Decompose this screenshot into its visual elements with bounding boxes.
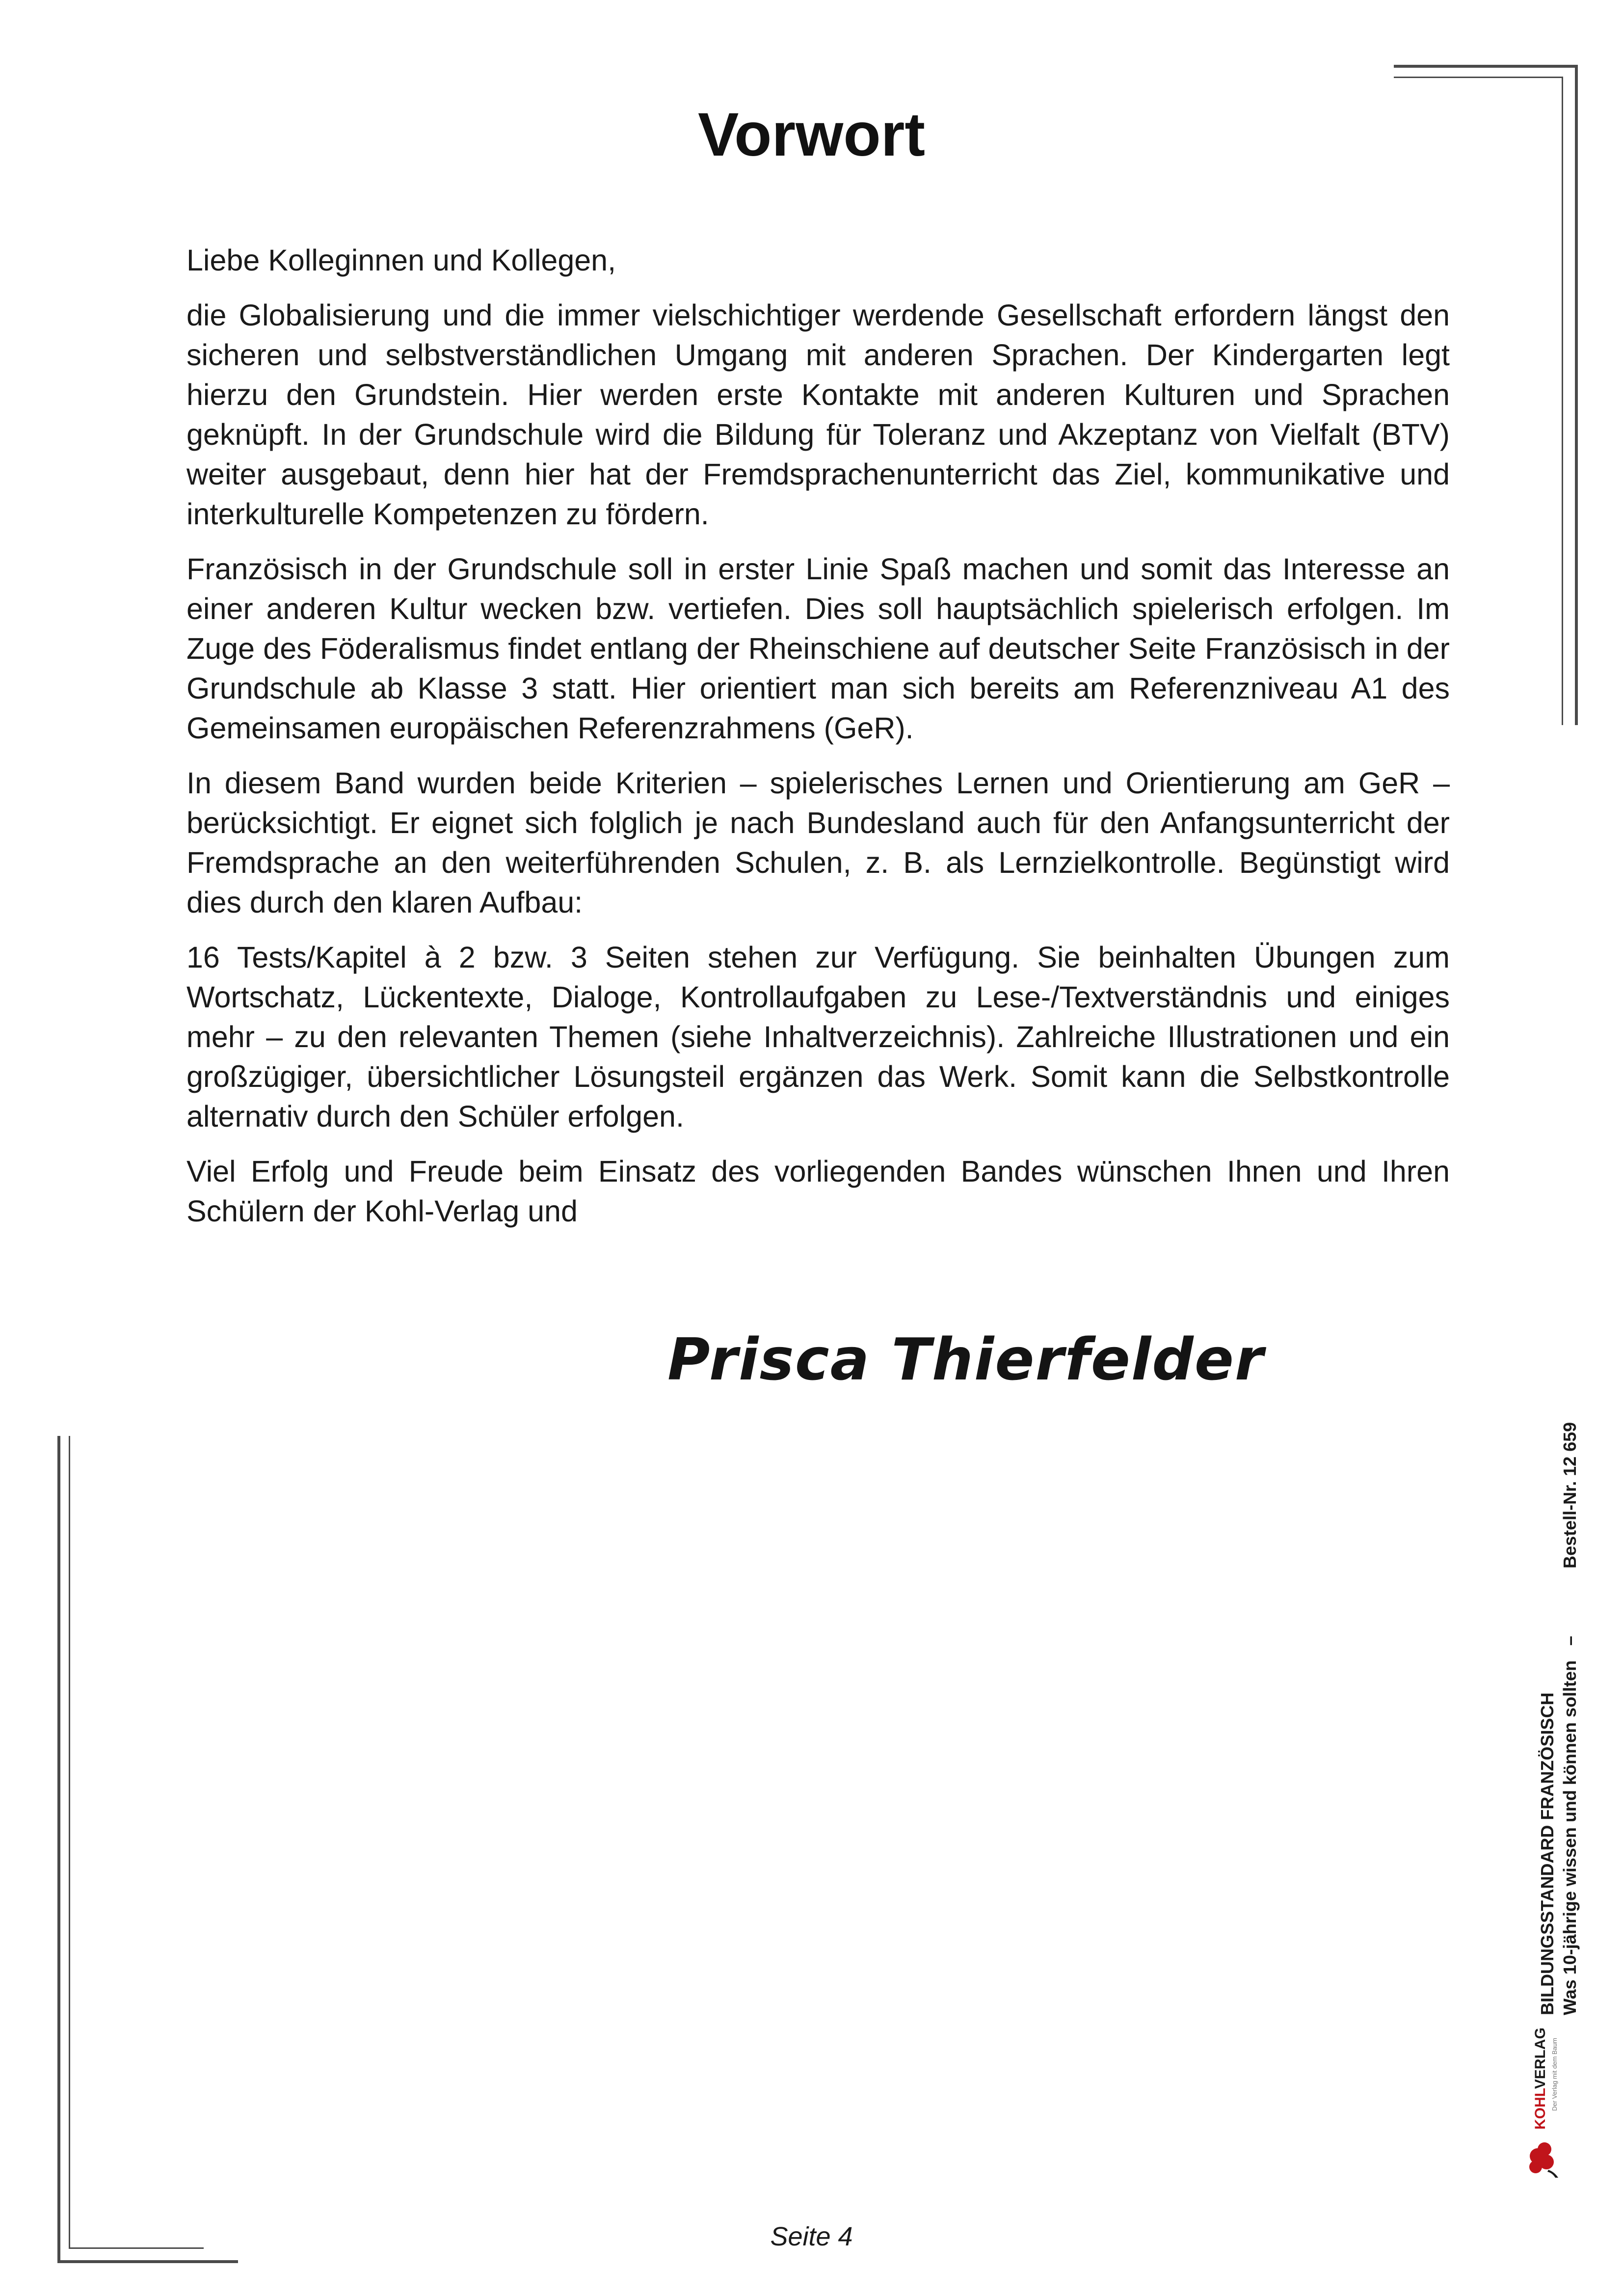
sidebar-order-number: Bestell-Nr. 12 659 (1560, 1422, 1580, 1568)
page-title: Vorwort (698, 101, 925, 169)
frame-bottom-left-vertical-outer (57, 1436, 60, 2263)
kohl-verlag-wordmark (1532, 2027, 1549, 2130)
sidebar-series-info (1536, 1636, 1581, 2015)
page-number: Seite 4 (770, 2222, 853, 2251)
frame-top-right-horizontal-outer (1394, 65, 1578, 68)
closing-paragraph: Viel Erfolg und Freude beim Einsatz des vorliegenden Bandes wünschen Ihnen und Ihren Schülern der Kohl-Verlag und (186, 1155, 1450, 1228)
frame-top-right-vertical-inner (1562, 77, 1563, 725)
greeting-paragraph: Liebe Kolleginnen und Kollegen, (186, 243, 616, 277)
logo-tagline: Der Verlag mit dem Baum (1551, 2038, 1558, 2111)
frame-top-right-horizontal-inner (1394, 77, 1563, 78)
body-paragraph-globalisation: die Globalisierung und die immer vielschichtiger werdende Gesellschaft erfordern längst den sicheren und selbstverständlichen Umgang mit anderen Sprachen. Der Kindergarten legt hierzu den Grundstein. Hier werden erste Kontakte mit anderen Kulturen und Sprachen geknüpft. In der Grundschule wird die Bildung für Toleranz und Akzeptanz von Vielfalt (BTV) weiter ausgebaut, denn hier hat der Fremdsprachenunterricht das Ziel, kommunikative und interkulturelle Kompetenzen zu fördern. (186, 298, 1450, 531)
sidebar-subtitle: Was 10-jährige wissen und können sollten (1560, 1660, 1580, 2015)
frame-bottom-left-horizontal-outer (57, 2260, 238, 2263)
logo-word-kohl: KOHL (1532, 2089, 1548, 2130)
logo-word-verlag: VERLAG (1532, 2027, 1548, 2089)
body-paragraph-french-primary: Französisch in der Grundschule soll in erster Linie Spaß machen und somit das Interesse an einer anderen Kultur wecken bzw. vertiefen. Dies soll hauptsächlich spielerisch erfolgen. Im Zuge des Föderalismus findet entlang der Rheinschiene auf deutscher Seite Französisch in der Grundschule ab Klasse 3 statt. Hier orientiert man sich bereits am Referenzniveau A1 des Gemeinsamen europäischen Referenzrahmens (GeR). (186, 552, 1450, 745)
sidebar-separator: – (1560, 1636, 1580, 1646)
foreword-body (186, 241, 1450, 1246)
sidebar-subtitle-row (1559, 1636, 1581, 2015)
frame-bottom-left-vertical-inner (69, 1436, 70, 2248)
body-paragraph-tests: 16 Tests/Kapitel à 2 bzw. 3 Seiten stehen zur Verfügung. Sie beinhalten Übungen zum Wortschatz, Lückentexte, Dialoge, Kontrollaufgaben zu Lese-/Textverständnis und einiges mehr – zu den relevanten Themen (siehe Inhaltverzeichnis). Zahlreiche Illustrationen und ein großzügiger, übersichtlicher Lösungsteil ergänzen das Werk. Somit kann die Selbstkontrolle alternativ durch den Schüler erfolgen. (186, 941, 1450, 1133)
sidebar-series-title: BILDUNGSSTANDARD FRANZÖSISCH (1537, 1692, 1557, 2015)
body-paragraph-criteria: In diesem Band wurden beide Kriterien – spielerisches Lernen und Orientierung am GeR – berücksichtigt. Er eignet sich folglich je nach Bundesland auch für den Anfangsunterricht der Fremdsprache an den weiterführenden Schulen, z. B. als Lernzielkontrolle. Begünstigt wird dies durch den klaren Aufbau: (186, 766, 1450, 919)
author-signature: Prisca Thierfelder (667, 1325, 1265, 1393)
